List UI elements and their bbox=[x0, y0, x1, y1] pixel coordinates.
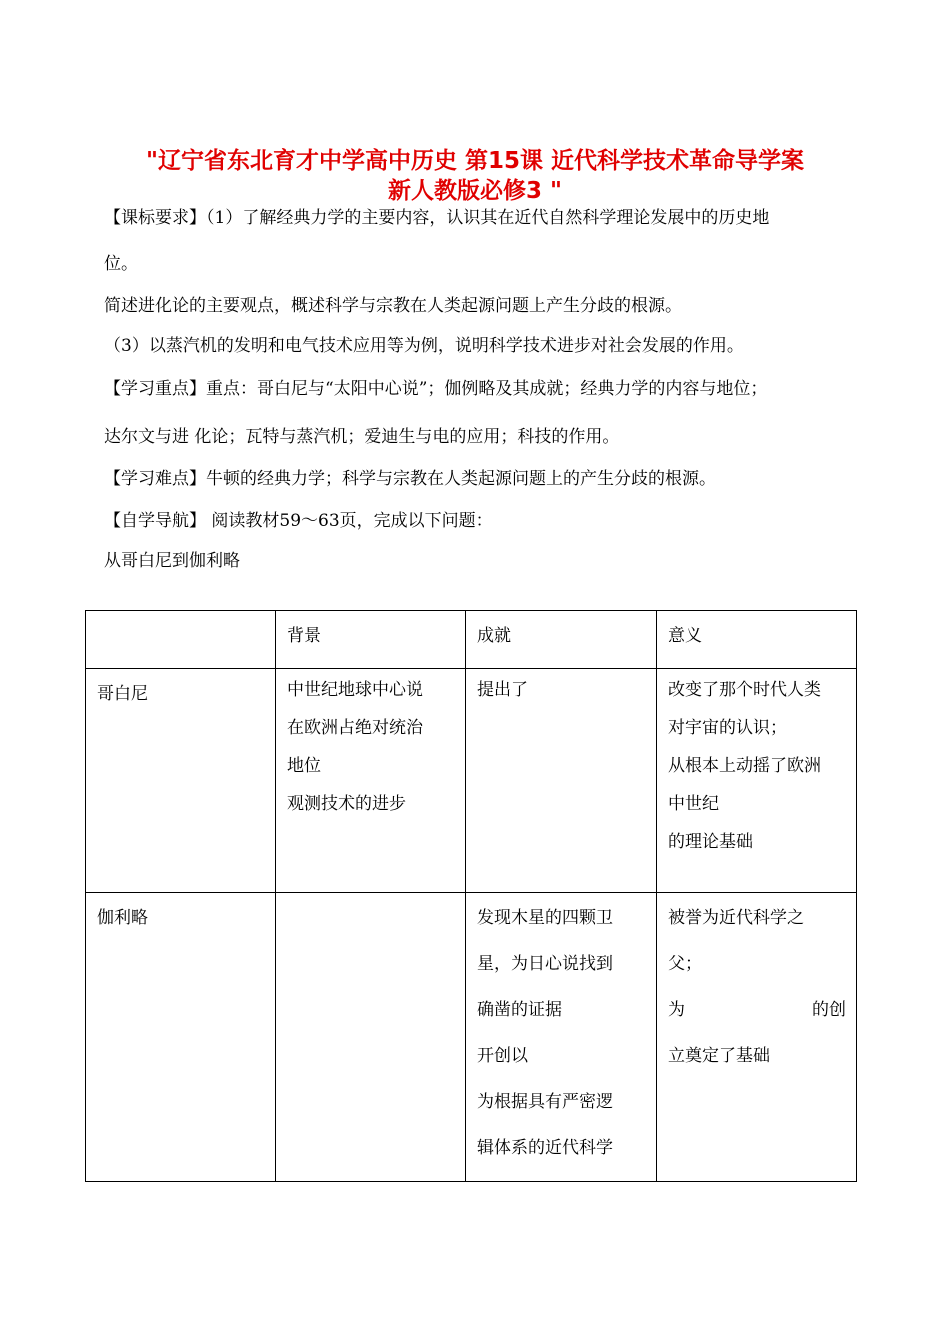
table-cell-background: 中世纪地球中心说 在欧洲占绝对统治 地位 观测技术的进步 bbox=[276, 669, 466, 893]
section-heading: 从哥白尼到伽利略 bbox=[104, 551, 240, 571]
curriculum-standard-line-4: （3）以蒸汽机的发明和电气技术应用等为例，说明科学技术进步对社会发展的作用。 bbox=[104, 336, 744, 356]
study-table bbox=[85, 610, 857, 1182]
document-title-line-2: 新人教版必修3 " bbox=[388, 178, 562, 204]
table-cell-background bbox=[276, 893, 466, 1182]
curriculum-standard-line-1: 【课标要求】（1）了解经典力学的主要内容，认识其在近代自然科学理论发展中的历史地 bbox=[104, 208, 770, 228]
key-points-line-1: 【学习重点】重点：哥白尼与“太阳中心说”；伽例略及其成就；经典力学的内容与地位； bbox=[104, 379, 768, 399]
document-title-line-1: "辽宁省东北育才中学高中历史 第15课 近代科学技术革命导学案 bbox=[145, 148, 804, 174]
curriculum-standard-line-2: 位。 bbox=[104, 254, 138, 274]
self-study-guide-line: 【自学导航】 阅读教材59～63页，完成以下问题： bbox=[104, 511, 493, 531]
table-cell-person: 伽利略 bbox=[86, 893, 276, 1182]
difficulty-line: 【学习难点】牛顿的经典力学；科学与宗教在人类起源问题上的产生分歧的根源。 bbox=[104, 469, 716, 489]
table-header-cell: 意义 bbox=[657, 611, 857, 669]
table-cell-achievement: 提出了 bbox=[466, 669, 657, 893]
key-points-line-2: 达尔文与进 化论；瓦特与蒸汽机；爱迪生与电的应用；科技的作用。 bbox=[104, 427, 620, 447]
table-header-cell: 背景 bbox=[276, 611, 466, 669]
curriculum-standard-line-3: 简述进化论的主要观点，概述科学与宗教在人类起源问题上产生分歧的根源。 bbox=[104, 296, 682, 316]
table-header-cell bbox=[86, 611, 276, 669]
table-header-cell: 成就 bbox=[466, 611, 657, 669]
table-header-row bbox=[86, 611, 857, 669]
table-cell-achievement: 发现木星的四颗卫 星，为日心说找到 确凿的证据 开创以 为根据具有严密逻 辑体系的近代科学 bbox=[466, 893, 657, 1182]
table-cell-significance: 被誉为近代科学之 父； 为 的创 立奠定了基础 bbox=[657, 893, 857, 1182]
table-cell-significance: 改变了那个时代人类 对宇宙的认识； 从根本上动摇了欧洲 中世纪 的理论基础 bbox=[657, 669, 857, 893]
table-row bbox=[86, 893, 857, 1182]
table-row bbox=[86, 669, 857, 893]
table-cell-person: 哥白尼 bbox=[86, 669, 276, 893]
